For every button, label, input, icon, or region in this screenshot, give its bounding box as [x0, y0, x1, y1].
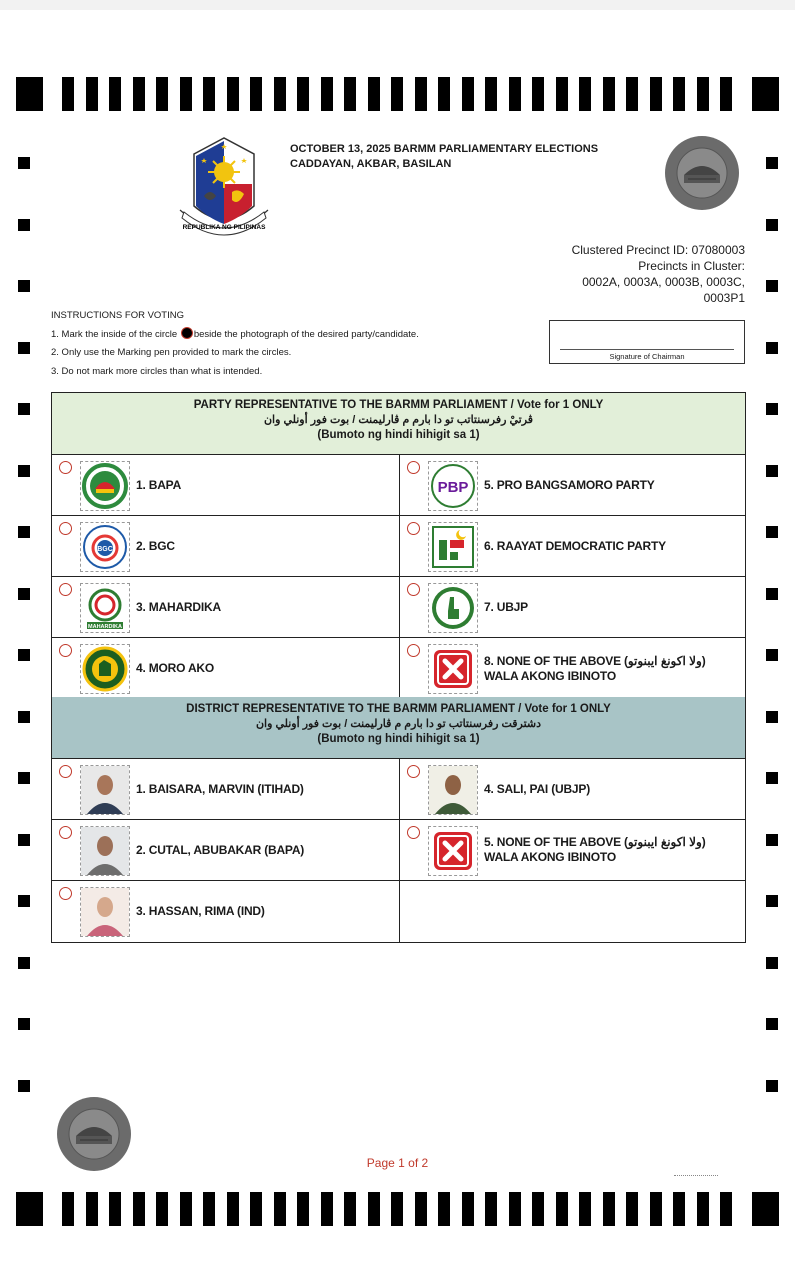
timing-bar-mark — [227, 77, 239, 111]
candidate-cell — [52, 638, 399, 699]
election-title: OCTOBER 13, 2025 BARMM PARLIAMENTARY ELECTIONS — [290, 143, 599, 155]
voting-instructions — [51, 307, 419, 381]
candidate-name — [484, 638, 706, 699]
timing-bar-mark — [697, 77, 709, 111]
candidate-name-line: 1. BAISARA, MARVIN (ITIHAD) — [136, 781, 304, 796]
pbp-logo-icon — [428, 461, 478, 511]
instruction-step-1-pre: 1. Mark the inside of the circle — [51, 328, 178, 340]
candidate-name — [136, 577, 221, 637]
side-timing-mark — [18, 526, 30, 538]
side-timing-mark — [766, 280, 778, 292]
timing-bar-mark — [673, 1192, 685, 1226]
side-timing-mark — [18, 219, 30, 231]
precincts-list-cont: 0003P1 — [703, 291, 745, 305]
election-header — [290, 142, 598, 172]
timing-bar-mark — [650, 1192, 662, 1226]
chairman-signature-box[interactable] — [549, 320, 745, 364]
election-location: CADDAYAN, AKBAR, BASILAN — [290, 158, 452, 170]
timing-bar-mark — [250, 77, 262, 111]
timing-bar-mark — [532, 77, 544, 111]
side-timing-mark — [18, 772, 30, 784]
side-timing-mark — [18, 157, 30, 169]
timing-bar-mark — [650, 77, 662, 111]
side-timing-mark — [766, 219, 778, 231]
timing-bar-mark — [391, 1192, 403, 1226]
side-timing-mark — [766, 649, 778, 661]
side-timing-mark — [18, 711, 30, 723]
side-timing-mark — [766, 465, 778, 477]
side-timing-mark — [18, 342, 30, 354]
side-timing-mark — [766, 526, 778, 538]
candidate-photo — [428, 765, 478, 815]
candidate-cell — [399, 638, 745, 699]
candidate-cell — [399, 820, 745, 880]
side-timing-mark — [766, 403, 778, 415]
side-timing-mark — [766, 1080, 778, 1092]
timing-bar-mark — [109, 77, 121, 111]
party-section-title: PARTY REPRESENTATIVE TO THE BARMM PARLIAMENT / Vote for 1 ONLY — [193, 399, 604, 411]
timing-bar-mark — [368, 1192, 380, 1226]
timing-bar-mark — [344, 77, 356, 111]
timing-bar-mark — [62, 1192, 74, 1226]
side-timing-mark — [18, 895, 30, 907]
instruction-step-1 — [51, 326, 419, 345]
vote-oval[interactable] — [59, 887, 72, 900]
precincts-label: Precincts in Cluster: — [638, 259, 745, 273]
candidate-cell — [399, 455, 745, 515]
side-timing-mark — [18, 1018, 30, 1030]
side-timing-mark — [18, 588, 30, 600]
candidate-name — [136, 881, 265, 942]
side-timing-mark — [766, 1018, 778, 1030]
philippine-seal-icon — [172, 132, 276, 244]
candidate-name-line-2: WALA AKONG IBINOTO — [484, 850, 616, 864]
print-code-line — [674, 1175, 718, 1177]
vote-oval[interactable] — [407, 644, 420, 657]
instruction-step-2: 2. Only use the Marking pen provided to mark the circles. — [51, 347, 292, 358]
candidate-name — [484, 820, 706, 880]
district-candidate-grid — [52, 759, 745, 942]
candidate-name — [136, 638, 214, 699]
party-candidate-grid — [52, 455, 745, 699]
timing-bar-mark — [297, 77, 309, 111]
candidate-name-line-2: WALA AKONG IBINOTO — [484, 668, 616, 683]
timing-bar-mark — [509, 1192, 521, 1226]
vote-oval[interactable] — [59, 461, 72, 474]
vote-oval[interactable] — [407, 583, 420, 596]
timing-bar-mark — [603, 1192, 615, 1226]
candidate-name-line: 6. RAAYAT DEMOCRATIC PARTY — [484, 538, 666, 553]
district-section-title: DISTRICT REPRESENTATIVE TO THE BARMM PARLIAMENT / Vote for 1 ONLY — [186, 703, 611, 715]
candidate-name — [484, 577, 528, 637]
candidate-name — [484, 759, 590, 819]
party-section-filipino: (Bumoto ng hindi hihigit sa 1) — [317, 429, 480, 441]
vote-oval[interactable] — [407, 461, 420, 474]
timing-bar-mark — [579, 1192, 591, 1226]
timing-bar-mark — [415, 77, 427, 111]
timing-bar-mark — [180, 77, 192, 111]
mahardika-logo-text: MAHARDIKA — [88, 624, 122, 630]
timing-bar-mark — [62, 77, 74, 111]
timing-bar-mark — [697, 1192, 709, 1226]
timing-bar-mark — [485, 77, 497, 111]
ballot-row — [52, 455, 745, 516]
side-timing-mark — [766, 772, 778, 784]
timing-bar-mark — [156, 77, 168, 111]
page-top-edge — [0, 0, 795, 10]
candidate-photo — [80, 887, 130, 937]
timing-bar-mark — [462, 1192, 474, 1226]
ballot-row — [52, 881, 745, 942]
candidate-name-line: 2. BGC — [136, 538, 175, 553]
ballot-row — [52, 820, 745, 881]
precincts-list: 0002A, 0003A, 0003B, 0003C, — [582, 275, 745, 289]
ballot-row — [52, 638, 745, 699]
candidate-name — [136, 759, 304, 819]
vote-oval[interactable] — [59, 765, 72, 778]
side-timing-mark — [18, 957, 30, 969]
candidate-name-line: 8. NONE OF THE ABOVE (ولا اكونغ ايبنوتو) — [484, 653, 706, 668]
timing-bar-mark — [274, 1192, 286, 1226]
bapa-logo-icon — [80, 461, 130, 511]
vote-oval[interactable] — [59, 583, 72, 596]
timing-bar-mark — [438, 77, 450, 111]
candidate-name — [484, 455, 655, 515]
timing-bar-mark — [438, 1192, 450, 1226]
timing-bar-mark — [556, 1192, 568, 1226]
timing-bar-mark — [673, 77, 685, 111]
candidate-cell — [52, 455, 399, 515]
vote-oval[interactable] — [59, 522, 72, 535]
party-representative-section — [51, 392, 746, 700]
candidate-name-line: 3. HASSAN, RIMA (IND) — [136, 904, 265, 918]
candidate-cell — [399, 577, 745, 637]
timing-bar-mark — [415, 1192, 427, 1226]
timing-bar-mark — [532, 1192, 544, 1226]
timing-bar-mark — [203, 1192, 215, 1226]
candidate-name — [136, 516, 175, 576]
timing-bar-mark — [297, 1192, 309, 1226]
timing-bar-mark — [86, 77, 98, 111]
timing-bar-mark — [462, 77, 474, 111]
rdp-logo-icon — [428, 522, 478, 572]
candidate-name — [484, 516, 666, 576]
candidate-cell — [52, 820, 399, 880]
timing-bar-mark — [227, 1192, 239, 1226]
side-timing-mark — [766, 957, 778, 969]
timing-bar-mark — [720, 1192, 732, 1226]
none-x-icon — [428, 644, 478, 694]
vote-oval[interactable] — [407, 826, 420, 839]
svg-text:PBP: PBP — [437, 479, 469, 496]
timing-bar-mark — [509, 77, 521, 111]
timing-bar-mark — [344, 1192, 356, 1226]
district-section-filipino: (Bumoto ng hindi hihigit sa 1) — [317, 733, 480, 745]
district-representative-section — [51, 697, 746, 943]
candidate-name-line: 5. NONE OF THE ABOVE (ولا اكونغ ايبنوتو) — [484, 835, 706, 849]
candidate-name — [136, 820, 304, 880]
candidate-name-line: 1. BAPA — [136, 477, 182, 492]
party-section-header — [52, 393, 745, 455]
timing-bar-mark — [321, 77, 333, 111]
ubjp-logo-icon — [428, 583, 478, 633]
timing-bar-mark — [603, 77, 615, 111]
side-timing-mark — [18, 403, 30, 415]
candidate-name-line: 3. MAHARDIKA — [136, 599, 221, 614]
candidate-cell — [399, 759, 745, 819]
bgc-logo-icon — [80, 522, 130, 572]
moro-ako-logo-icon — [80, 644, 130, 694]
timing-bar-mark — [368, 77, 380, 111]
timing-bar-mark — [391, 77, 403, 111]
seal-text: REPUBLIKA NG PILIPINAS — [182, 224, 266, 231]
timing-bar-mark — [274, 77, 286, 111]
timing-bar-mark — [156, 1192, 168, 1226]
side-timing-mark — [766, 895, 778, 907]
candidate-photo — [80, 826, 130, 876]
timing-bar-mark — [203, 77, 215, 111]
npo-stamp-icon — [664, 135, 740, 211]
district-section-arabic: دشترقت رفرسنتاتب تو دا بارم م ڤارليمنت / بوت فور أونلي وان — [255, 718, 542, 730]
timing-bar-mark — [752, 77, 779, 111]
candidate-photo — [80, 765, 130, 815]
timing-bar-mark — [485, 1192, 497, 1226]
side-timing-mark — [766, 157, 778, 169]
timing-bar-mark — [86, 1192, 98, 1226]
timing-bar-mark — [109, 1192, 121, 1226]
timing-bar-mark — [556, 77, 568, 111]
candidate-name-line: 7. UBJP — [484, 599, 528, 614]
timing-bar-mark — [321, 1192, 333, 1226]
district-section-header — [52, 697, 745, 759]
side-timing-mark — [18, 465, 30, 477]
precinct-info — [485, 242, 745, 306]
timing-bar-mark — [626, 77, 638, 111]
side-timing-mark — [766, 342, 778, 354]
side-timing-mark — [766, 588, 778, 600]
candidate-name-line: 5. PRO BANGSAMORO PARTY — [484, 477, 655, 492]
side-timing-mark — [766, 711, 778, 723]
mahardika-logo-icon — [80, 583, 130, 633]
ballot-row — [52, 577, 745, 638]
page-number: Page 1 of 2 — [366, 1156, 429, 1170]
candidate-cell — [52, 516, 399, 576]
side-timing-mark — [18, 1080, 30, 1092]
ballot-row — [52, 516, 745, 577]
timing-bar-mark — [250, 1192, 262, 1226]
side-timing-mark — [766, 834, 778, 846]
timing-bar-mark — [180, 1192, 192, 1226]
candidate-cell — [52, 577, 399, 637]
none-x-icon — [428, 826, 478, 876]
timing-bar-mark — [133, 77, 145, 111]
candidate-cell — [52, 759, 399, 819]
signature-line — [560, 349, 734, 350]
side-timing-mark — [18, 649, 30, 661]
timing-bar-mark — [133, 1192, 145, 1226]
svg-text:BGC: BGC — [97, 546, 113, 553]
candidate-name-line: 2. CUTAL, ABUBAKAR (BAPA) — [136, 842, 305, 857]
timing-bar-mark — [752, 1192, 779, 1226]
timing-bar-mark — [16, 1192, 43, 1226]
candidate-name-line: 4. SALI, PAI (UBJP) — [484, 781, 590, 796]
vote-oval[interactable] — [407, 765, 420, 778]
vote-oval[interactable] — [59, 644, 72, 657]
timing-bar-mark — [579, 77, 591, 111]
candidate-cell — [52, 881, 399, 942]
vote-oval[interactable] — [407, 522, 420, 535]
ballot-row — [52, 759, 745, 820]
filled-circle-icon — [181, 327, 193, 339]
signature-label: Signature of Chairman — [609, 352, 685, 361]
timing-bar-mark — [16, 77, 43, 111]
candidate-cell — [399, 516, 745, 576]
side-timing-mark — [18, 834, 30, 846]
instruction-step-1-post: beside the photograph of the desired party/candidate. — [193, 328, 419, 340]
party-section-arabic: ڤرتيْ رفرسنتاتب تو دا بارم م ڤارليمنت / بوت فور أونلي وان — [263, 414, 534, 426]
clustered-precinct-id: Clustered Precinct ID: 07080003 — [571, 243, 745, 257]
instruction-step-3: 3. Do not mark more circles than what is intended. — [51, 365, 263, 377]
timing-bar-mark — [720, 77, 732, 111]
vote-oval[interactable] — [59, 826, 72, 839]
side-timing-mark — [18, 280, 30, 292]
candidate-name-line: 4. MORO AKO — [136, 661, 215, 675]
candidate-name — [136, 455, 181, 515]
empty-cell — [399, 881, 745, 942]
timing-bar-mark — [626, 1192, 638, 1226]
instructions-title: INSTRUCTIONS FOR VOTING — [51, 310, 184, 321]
